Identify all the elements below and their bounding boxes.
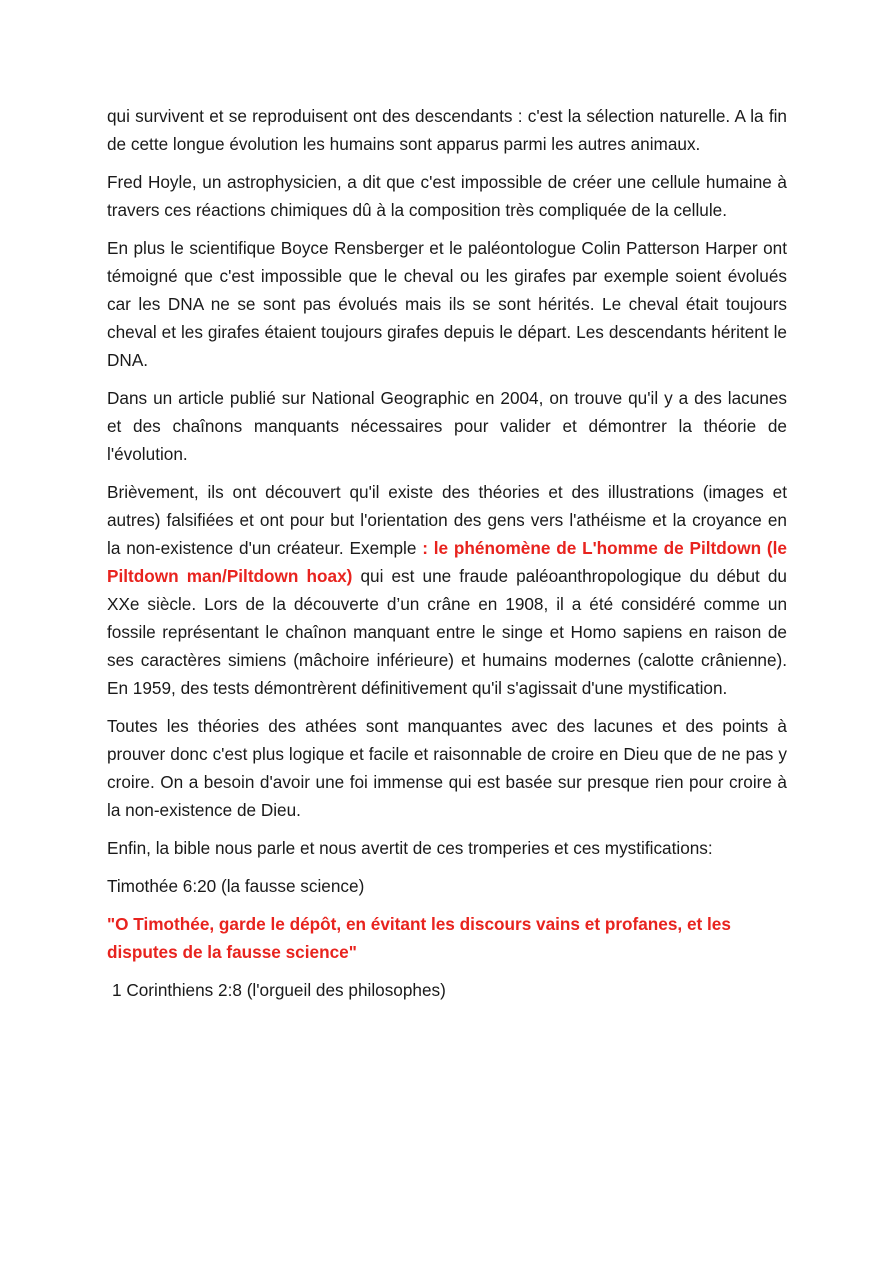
verse-quote-timothy: "O Timothée, garde le dépôt, en évitant les discours vains et profanes, et les disputes de la fausse science" bbox=[107, 914, 731, 962]
paragraph-natural-selection: qui survivent et se reproduisent ont des descendants : c'est la sélection naturelle. A la fin de cette longue évolution les humains sont apparus parmi les autres animaux. bbox=[107, 106, 787, 154]
paragraph-bible-warning: Enfin, la bible nous parle et nous avertit de ces tromperies et ces mystifications: bbox=[107, 838, 713, 858]
paragraph-piltdown bbox=[107, 478, 787, 702]
verse-reference-corinthians: 1 Corinthiens 2:8 (l'orgueil des philosophes) bbox=[112, 980, 446, 1000]
paragraph-rensberger-patterson: En plus le scientifique Boyce Rensberger et le paléontologue Colin Patterson Harper ont témoigné que c'est impossible que le cheval ou les girafes par exemple soient évolués car les DNA ne se sont pas évolués mais ils se sont hérités. Le cheval était toujours cheval et les girafes étaient toujours girafes depuis le départ. Les descendants héritent le DNA. bbox=[107, 238, 787, 370]
paragraph-national-geographic: Dans un article publié sur National Geographic en 2004, on trouve qu'il y a des lacunes et des chaînons manquants nécessaires pour valider et démontrer la théorie de l'évolution. bbox=[107, 388, 787, 464]
piltdown-highlight-text: : le phénomène de L'homme de Piltdown (le Piltdown man/Piltdown hoax) bbox=[107, 538, 787, 586]
paragraph-fred-hoyle: Fred Hoyle, un astrophysicien, a dit que c'est impossible de créer une cellule humaine à travers ces réactions chimiques dû à la composition très compliquée de la cellule. bbox=[107, 172, 787, 220]
piltdown-intro-text: Brièvement, ils ont découvert qu'il existe des théories et des illustrations (images et autres) falsifiées et ont pour but l'orientation des gens vers l'athéisme et la croyance en la non-existence d'un créateur. Exemple bbox=[107, 482, 787, 558]
document-page bbox=[107, 102, 787, 1014]
piltdown-details-text: qui est une fraude paléoanthropologique du début du XXe siècle. Lors de la découverte d’un crâne en 1908, il a été considéré comme un fossile représentant le chaînon manquant entre le singe et Homo sapiens en raison de ses caractères simiens (mâchoire inférieure) et humains modernes (calotte crânienne). En 1959, des tests démontrèrent définitivement qu'il s'agissait d'une mystification. bbox=[107, 566, 787, 698]
paragraph-atheist-theories: Toutes les théories des athées sont manquantes avec des lacunes et des points à prouver donc c'est plus logique et facile et raisonnable de croire en Dieu que de ne pas y croire. On a besoin d'avoir une foi immense qui est basée sur presque rien pour croire à la non-existence de Dieu. bbox=[107, 716, 787, 820]
verse-reference-timothy: Timothée 6:20 (la fausse science) bbox=[107, 876, 365, 896]
